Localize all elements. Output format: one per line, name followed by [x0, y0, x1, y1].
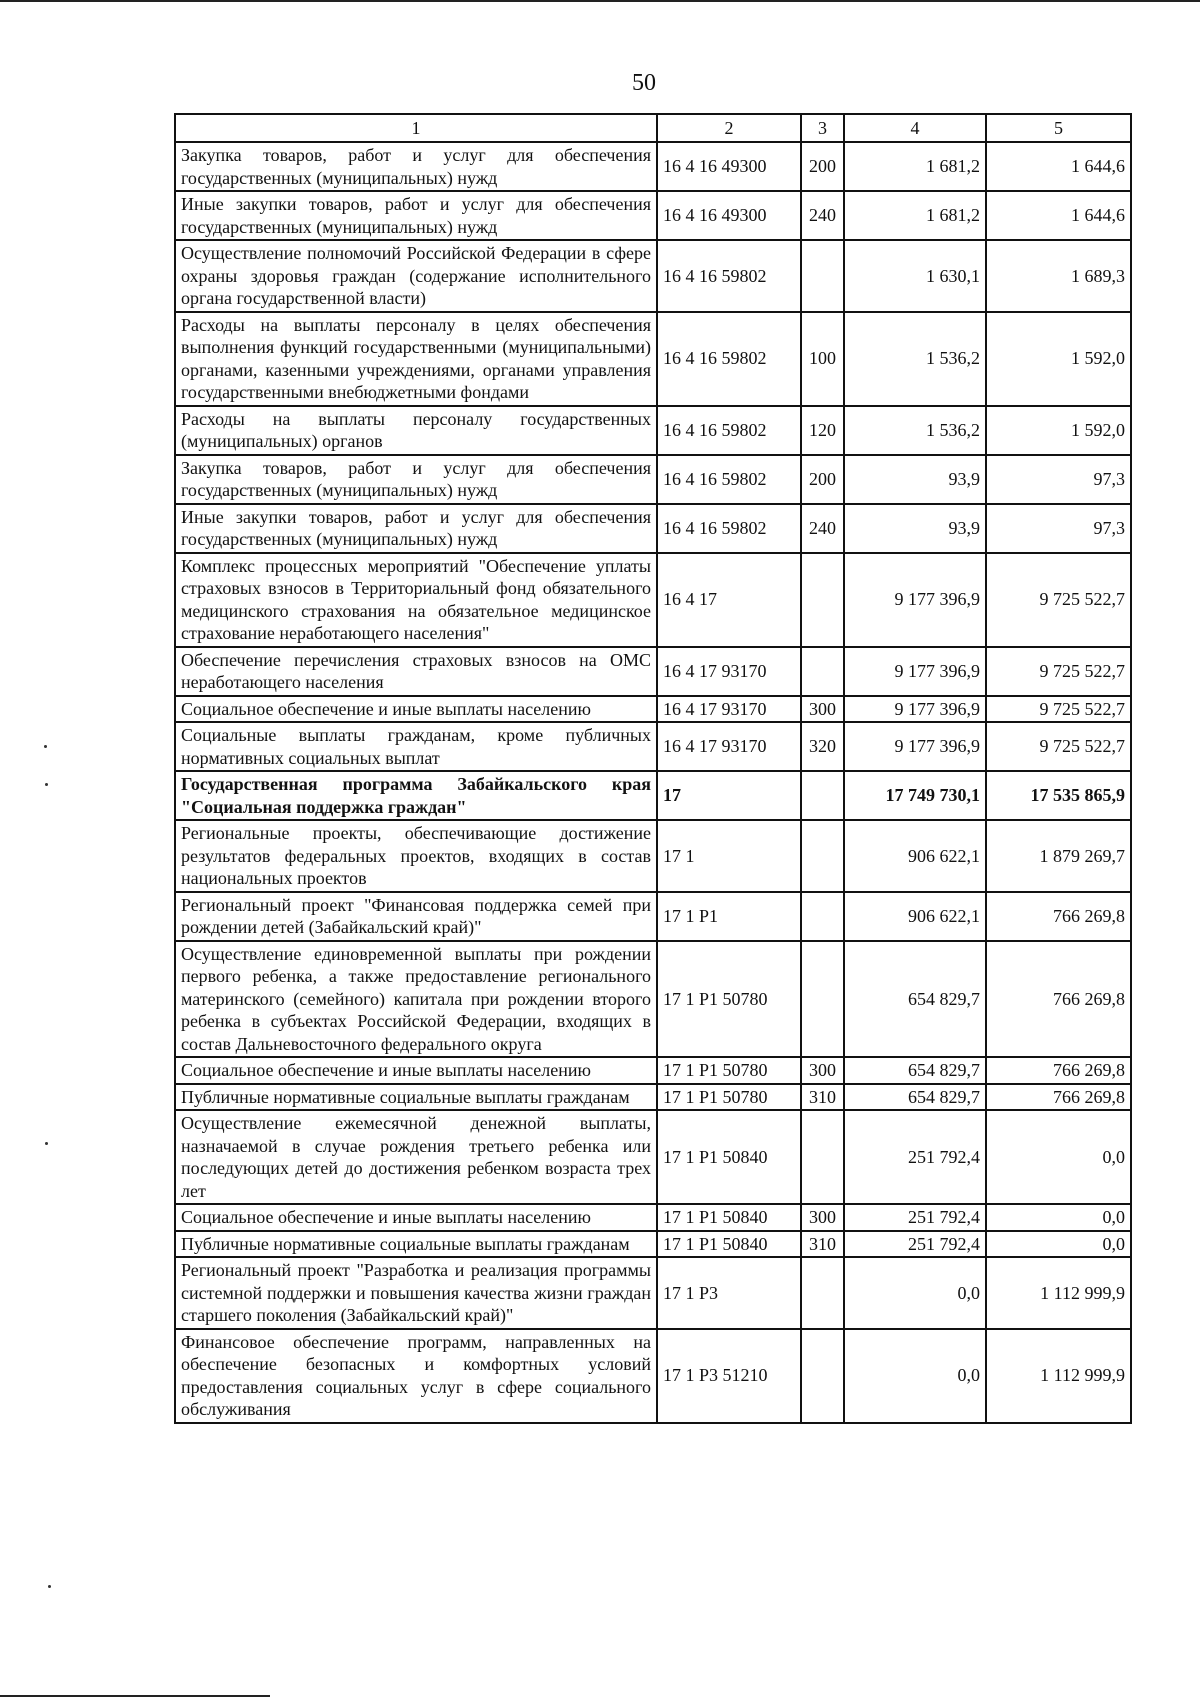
- table-row: [175, 406, 1131, 455]
- row-name: Социальные выплаты гражданам, кроме публичных нормативных социальных выплат: [175, 722, 657, 771]
- table-row: [175, 455, 1131, 504]
- amount-year-1: 654 829,7: [844, 1057, 986, 1084]
- target-code: 17 1 P1 50780: [657, 1057, 801, 1084]
- amount-year-1: 0,0: [844, 1257, 986, 1329]
- amount-year-1: 1 681,2: [844, 142, 986, 191]
- expense-type: [801, 820, 844, 892]
- target-code: 17 1 P3: [657, 1257, 801, 1329]
- amount-year-1: 0,0: [844, 1329, 986, 1423]
- table-row: [175, 820, 1131, 892]
- header-row: [175, 114, 1131, 142]
- row-name: Закупка товаров, работ и услуг для обеспечения государственных (муниципальных) нужд: [175, 455, 657, 504]
- amount-year-1: 9 177 396,9: [844, 647, 986, 696]
- budget-table: [174, 113, 1132, 1424]
- target-code: 16 4 16 59802: [657, 455, 801, 504]
- header-col-2: 2: [657, 114, 801, 142]
- row-name: Расходы на выплаты персоналу в целях обеспечения выполнения функций государственными (муниципальными) органами, казенными учреждениями, органами управления государственными внебюджетными фондами: [175, 312, 657, 406]
- amount-year-1: 251 792,4: [844, 1110, 986, 1204]
- amount-year-2: 9 725 522,7: [986, 553, 1131, 647]
- table-row: [175, 240, 1131, 312]
- header-col-3: 3: [801, 114, 844, 142]
- amount-year-2: 1 689,3: [986, 240, 1131, 312]
- target-code: 17 1 P1 50780: [657, 1084, 801, 1111]
- row-name: Осуществление ежемесячной денежной выплаты, назначаемой в случае рождения третьего ребенка или последующих детей до достижения ребенком возраста трех лет: [175, 1110, 657, 1204]
- amount-year-2: 17 535 865,9: [986, 771, 1131, 820]
- amount-year-2: 97,3: [986, 455, 1131, 504]
- target-code: 16 4 16 59802: [657, 240, 801, 312]
- scan-speck: [44, 745, 47, 748]
- header-col-5: 5: [986, 114, 1131, 142]
- expense-type: [801, 941, 844, 1058]
- amount-year-1: 9 177 396,9: [844, 696, 986, 723]
- amount-year-1: 654 829,7: [844, 1084, 986, 1111]
- target-code: 16 4 16 49300: [657, 142, 801, 191]
- row-name: Публичные нормативные социальные выплаты гражданам: [175, 1084, 657, 1111]
- scan-speck: [45, 783, 48, 786]
- amount-year-2: 766 269,8: [986, 1057, 1131, 1084]
- table-row: [175, 312, 1131, 406]
- expense-type: 100: [801, 312, 844, 406]
- table-row: [175, 1329, 1131, 1423]
- row-name: Иные закупки товаров, работ и услуг для обеспечения государственных (муниципальных) нужд: [175, 504, 657, 553]
- row-name: Комплекс процессных мероприятий "Обеспечение уплаты страховых взносов в Территориальный фонд обязательного медицинского страхования на обязательное медицинское страхование неработающего населения": [175, 553, 657, 647]
- amount-year-2: 1 592,0: [986, 312, 1131, 406]
- scan-speck: [48, 1585, 51, 1588]
- target-code: 17 1 P1: [657, 892, 801, 941]
- table-row: [175, 1057, 1131, 1084]
- row-name: Обеспечение перечисления страховых взносов на ОМС неработающего населения: [175, 647, 657, 696]
- row-name: Региональные проекты, обеспечивающие достижение результатов федеральных проектов, входящих в состав национальных проектов: [175, 820, 657, 892]
- expense-type: [801, 771, 844, 820]
- row-name: Государственная программа Забайкальского края "Социальная поддержка граждан": [175, 771, 657, 820]
- amount-year-1: 9 177 396,9: [844, 553, 986, 647]
- expense-type: 310: [801, 1084, 844, 1111]
- amount-year-2: 9 725 522,7: [986, 696, 1131, 723]
- amount-year-2: 1 879 269,7: [986, 820, 1131, 892]
- amount-year-1: 251 792,4: [844, 1204, 986, 1231]
- expense-type: 200: [801, 142, 844, 191]
- amount-year-2: 0,0: [986, 1204, 1131, 1231]
- amount-year-2: 1 644,6: [986, 142, 1131, 191]
- row-name: Расходы на выплаты персоналу государственных (муниципальных) органов: [175, 406, 657, 455]
- row-name: Публичные нормативные социальные выплаты гражданам: [175, 1231, 657, 1258]
- amount-year-2: 97,3: [986, 504, 1131, 553]
- amount-year-2: 1 644,6: [986, 191, 1131, 240]
- table-row: [175, 941, 1131, 1058]
- expense-type: 300: [801, 696, 844, 723]
- amount-year-1: 906 622,1: [844, 892, 986, 941]
- amount-year-2: 766 269,8: [986, 941, 1131, 1058]
- header-col-4: 4: [844, 114, 986, 142]
- amount-year-1: 1 681,2: [844, 191, 986, 240]
- amount-year-1: 17 749 730,1: [844, 771, 986, 820]
- expense-type: [801, 1329, 844, 1423]
- table-row: [175, 892, 1131, 941]
- table-row: [175, 647, 1131, 696]
- target-code: 16 4 17: [657, 553, 801, 647]
- expense-type: [801, 1257, 844, 1329]
- expense-type: [801, 1110, 844, 1204]
- target-code: 16 4 17 93170: [657, 696, 801, 723]
- expense-type: 120: [801, 406, 844, 455]
- amount-year-2: 766 269,8: [986, 1084, 1131, 1111]
- table-row: [175, 696, 1131, 723]
- target-code: 16 4 16 59802: [657, 504, 801, 553]
- target-code: 17 1 P1 50780: [657, 941, 801, 1058]
- header-col-1: 1: [175, 114, 657, 142]
- amount-year-1: 251 792,4: [844, 1231, 986, 1258]
- row-name: Региональный проект "Финансовая поддержка семей при рождении детей (Забайкальский край)": [175, 892, 657, 941]
- scan-speck: [45, 1142, 48, 1145]
- expense-type: 300: [801, 1204, 844, 1231]
- amount-year-1: 906 622,1: [844, 820, 986, 892]
- amount-year-1: 1 536,2: [844, 406, 986, 455]
- target-code: 17 1 P1 50840: [657, 1231, 801, 1258]
- amount-year-2: 9 725 522,7: [986, 647, 1131, 696]
- target-code: 16 4 17 93170: [657, 647, 801, 696]
- amount-year-1: 93,9: [844, 455, 986, 504]
- table-row: [175, 1257, 1131, 1329]
- amount-year-2: 1 112 999,9: [986, 1257, 1131, 1329]
- amount-year-2: 0,0: [986, 1110, 1131, 1204]
- expense-type: 300: [801, 1057, 844, 1084]
- target-code: 17 1 P1 50840: [657, 1204, 801, 1231]
- target-code: 17: [657, 771, 801, 820]
- page-number: 50: [632, 70, 656, 96]
- amount-year-1: 9 177 396,9: [844, 722, 986, 771]
- row-name: Социальное обеспечение и иные выплаты населению: [175, 1204, 657, 1231]
- target-code: 17 1: [657, 820, 801, 892]
- expense-type: 320: [801, 722, 844, 771]
- amount-year-2: 0,0: [986, 1231, 1131, 1258]
- expense-type: [801, 240, 844, 312]
- table-row: [175, 1110, 1131, 1204]
- amount-year-2: 766 269,8: [986, 892, 1131, 941]
- target-code: 16 4 17 93170: [657, 722, 801, 771]
- amount-year-2: 9 725 522,7: [986, 722, 1131, 771]
- table-row: [175, 771, 1131, 820]
- expense-type: 240: [801, 504, 844, 553]
- amount-year-1: 654 829,7: [844, 941, 986, 1058]
- table-row: [175, 722, 1131, 771]
- row-name: Осуществление единовременной выплаты при рождении первого ребенка, а также предоставление регионального материнского (семейного) капитала при рождении второго ребенка в субъектах Российской Федерации, входящих в состав Дальневосточного федерального округа: [175, 941, 657, 1058]
- amount-year-1: 1 630,1: [844, 240, 986, 312]
- row-name: Финансовое обеспечение программ, направленных на обеспечение безопасных и комфортных условий предоставления социальных услуг в сфере социального обслуживания: [175, 1329, 657, 1423]
- target-code: 16 4 16 59802: [657, 312, 801, 406]
- table-row: [175, 142, 1131, 191]
- expense-type: [801, 892, 844, 941]
- row-name: Осуществление полномочий Российской Федерации в сфере охраны здоровья граждан (содержание исполнительного органа государственной власти): [175, 240, 657, 312]
- target-code: 16 4 16 49300: [657, 191, 801, 240]
- row-name: Региональный проект "Разработка и реализация программы системной поддержки и повышения качества жизни граждан старшего поколения (Забайкальский край)": [175, 1257, 657, 1329]
- expense-type: [801, 647, 844, 696]
- amount-year-1: 93,9: [844, 504, 986, 553]
- table-row: [175, 1204, 1131, 1231]
- target-code: 16 4 16 59802: [657, 406, 801, 455]
- table-row: [175, 1231, 1131, 1258]
- row-name: Социальное обеспечение и иные выплаты населению: [175, 1057, 657, 1084]
- row-name: Социальное обеспечение и иные выплаты населению: [175, 696, 657, 723]
- amount-year-1: 1 536,2: [844, 312, 986, 406]
- table-row: [175, 504, 1131, 553]
- expense-type: 200: [801, 455, 844, 504]
- table-row: [175, 191, 1131, 240]
- scan-edge-top: [0, 0, 1200, 2]
- target-code: 17 1 P1 50840: [657, 1110, 801, 1204]
- row-name: Закупка товаров, работ и услуг для обеспечения государственных (муниципальных) нужд: [175, 142, 657, 191]
- amount-year-2: 1 592,0: [986, 406, 1131, 455]
- expense-type: [801, 553, 844, 647]
- row-name: Иные закупки товаров, работ и услуг для обеспечения государственных (муниципальных) нужд: [175, 191, 657, 240]
- target-code: 17 1 P3 51210: [657, 1329, 801, 1423]
- expense-type: 240: [801, 191, 844, 240]
- table-body: [175, 142, 1131, 1423]
- table-row: [175, 1084, 1131, 1111]
- table-row: [175, 553, 1131, 647]
- amount-year-2: 1 112 999,9: [986, 1329, 1131, 1423]
- expense-type: 310: [801, 1231, 844, 1258]
